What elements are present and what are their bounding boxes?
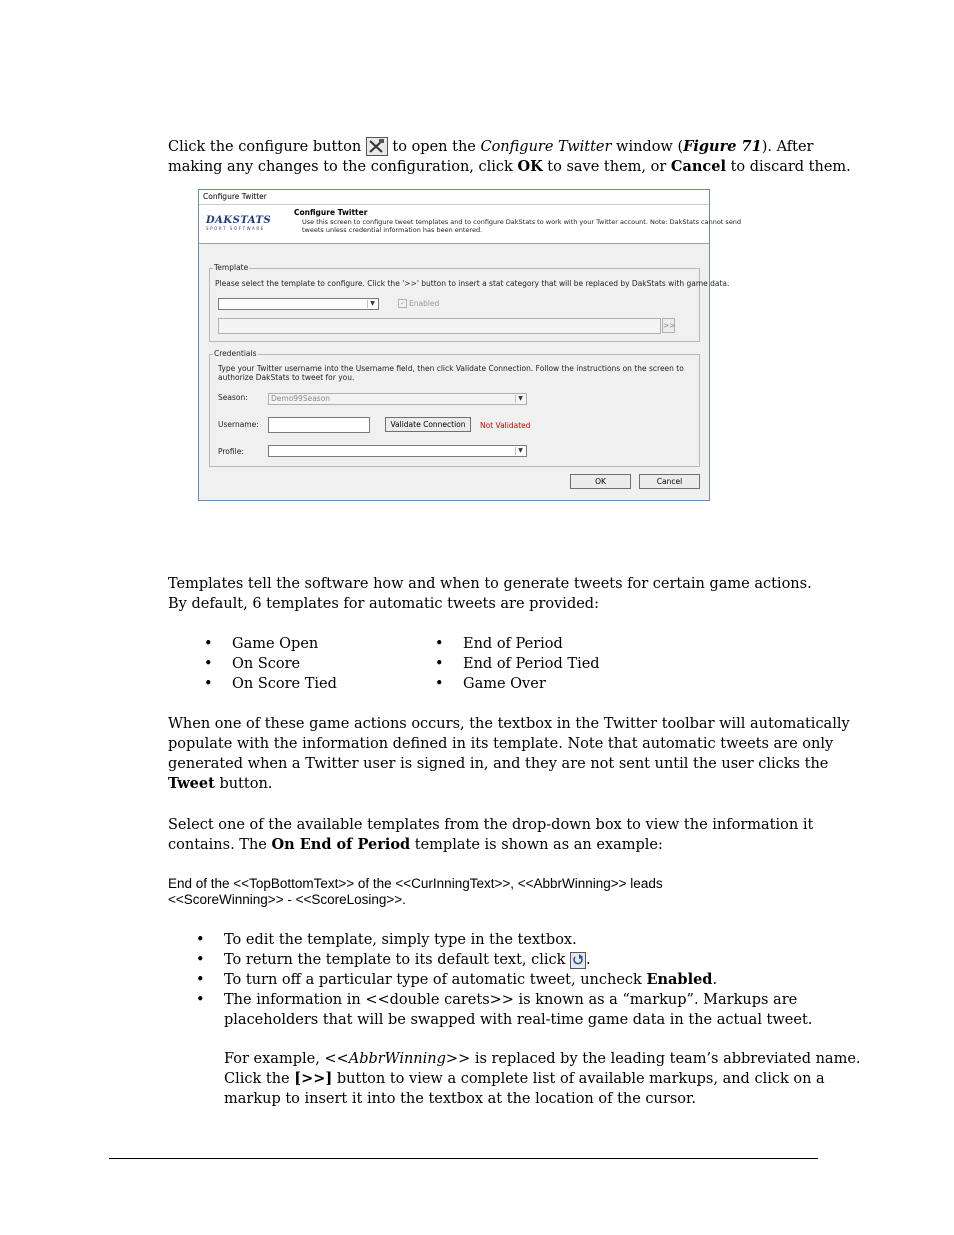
cancel-button[interactable]: Cancel (639, 474, 700, 489)
validate-connection-button[interactable]: Validate Connection (385, 417, 471, 432)
list-item: • To turn off a particular type of automatic tweet, uncheck Enabled. (224, 970, 824, 990)
season-label: Season: (218, 393, 248, 402)
list-item: • Game Over (463, 674, 600, 694)
template-legend: Template (214, 263, 249, 272)
insert-markup-button[interactable]: >> (662, 318, 675, 333)
header-desc-2: tweets unless credential information has been entered. (302, 226, 483, 234)
select-paragraph: Select one of the available templates from the drop-down box to view the information it contains. The On End of Period template is shown as an example: (168, 817, 814, 853)
season-select[interactable] (268, 393, 527, 405)
example-template: End of the <<TopBottomText>> of the <<CurInningText>>, <<AbbrWinning>> leads <<ScoreWinning>> - <<ScoreLosing>>. (168, 876, 663, 907)
figure-ref: Figure 71 (683, 138, 762, 155)
season-value: Demo99Season (271, 394, 331, 403)
credentials-instructions-2: authorize DakStats to tweet for you. (218, 373, 355, 382)
list-item: • On Score Tied (232, 674, 337, 694)
enabled-checkbox[interactable]: ✓ (399, 300, 406, 307)
reset-default-icon (570, 952, 586, 969)
dialog-header (199, 205, 742, 244)
enabled-label: Enabled (409, 299, 440, 308)
profile-select[interactable] (268, 445, 527, 457)
credentials-legend: Credentials (214, 349, 257, 358)
chevron-down-icon[interactable]: ▼ (515, 395, 525, 403)
tips-list (224, 930, 824, 1030)
list-item: • The information in <<double carets>> is known as a “markup”. Markups are placeholders that will be swapped with real-time game data in the actual tweet. (224, 990, 824, 1030)
credentials-group (209, 349, 700, 467)
dakstats-logo: DAKSTATS SPORT SOFTWARE (206, 215, 272, 231)
credentials-instructions-1: Type your Twitter username into the Username field, then click Validate Connection. Follow the instructions on the screen to (218, 364, 684, 373)
chevron-down-icon[interactable]: ▼ (515, 447, 525, 455)
list-item: • To return the template to its default text, click . (224, 950, 824, 970)
template-list-left (232, 634, 337, 694)
dialog-title: Configure Twitter (199, 190, 709, 205)
template-instructions: Please select the template to configure. Click the '>>' button to insert a stat category that will be replaced by DakStats with game data. (215, 279, 730, 288)
profile-label: Profile: (218, 447, 244, 456)
configure-twitter-dialog (198, 189, 742, 501)
window-name: Configure Twitter (480, 139, 612, 155)
chevron-down-icon[interactable]: ▼ (367, 300, 377, 308)
configure-icon (366, 137, 388, 156)
username-input[interactable] (268, 417, 370, 433)
intro-text: Click the configure button (168, 139, 362, 155)
markup-example: For example, <<AbbrWinning>> is replaced by the leading team’s abbreviated name. Click the [>>] button to view a complete list of available markups, and click on a markup to insert it into the textbox at the location of the cursor. (224, 1051, 861, 1107)
intro-paragraph: Click the configure button to open the Configure Twitter window (Figure 71). After making any changes to the configuration, click OK to save them, or Cancel to discard them. (168, 138, 851, 175)
validation-status: Not Validated (480, 421, 531, 430)
header-desc-1: Use this screen to configure tweet templates and to configure DakStats to work with your Twitter account. Note: DakStats cannot send (302, 218, 742, 226)
actions-paragraph: When one of these game actions occurs, the textbox in the Twitter toolbar will automatically populate with the information defined in its template. Note that automatic tweets are only generated when a Twitter user is signed in, and they are not sent until the user clicks the Tweet button. (168, 716, 850, 792)
list-item: • End of Period (463, 634, 600, 654)
footer-rule (109, 1158, 818, 1159)
list-item: • Game Open (232, 634, 337, 654)
username-label: Username: (218, 420, 259, 429)
template-select[interactable] (218, 298, 379, 310)
list-item: • To edit the template, simply type in the textbox. (224, 930, 824, 950)
ok-button[interactable]: OK (570, 474, 631, 489)
template-list-right (463, 634, 600, 694)
list-item: • On Score (232, 654, 337, 674)
templates-paragraph: Templates tell the software how and when to generate tweets for certain game actions. By default, 6 templates for automatic tweets are provided: (168, 576, 812, 612)
template-group (209, 263, 730, 342)
list-item: • End of Period Tied (463, 654, 600, 674)
header-title: Configure Twitter (294, 208, 368, 217)
template-textbox[interactable] (218, 318, 661, 334)
